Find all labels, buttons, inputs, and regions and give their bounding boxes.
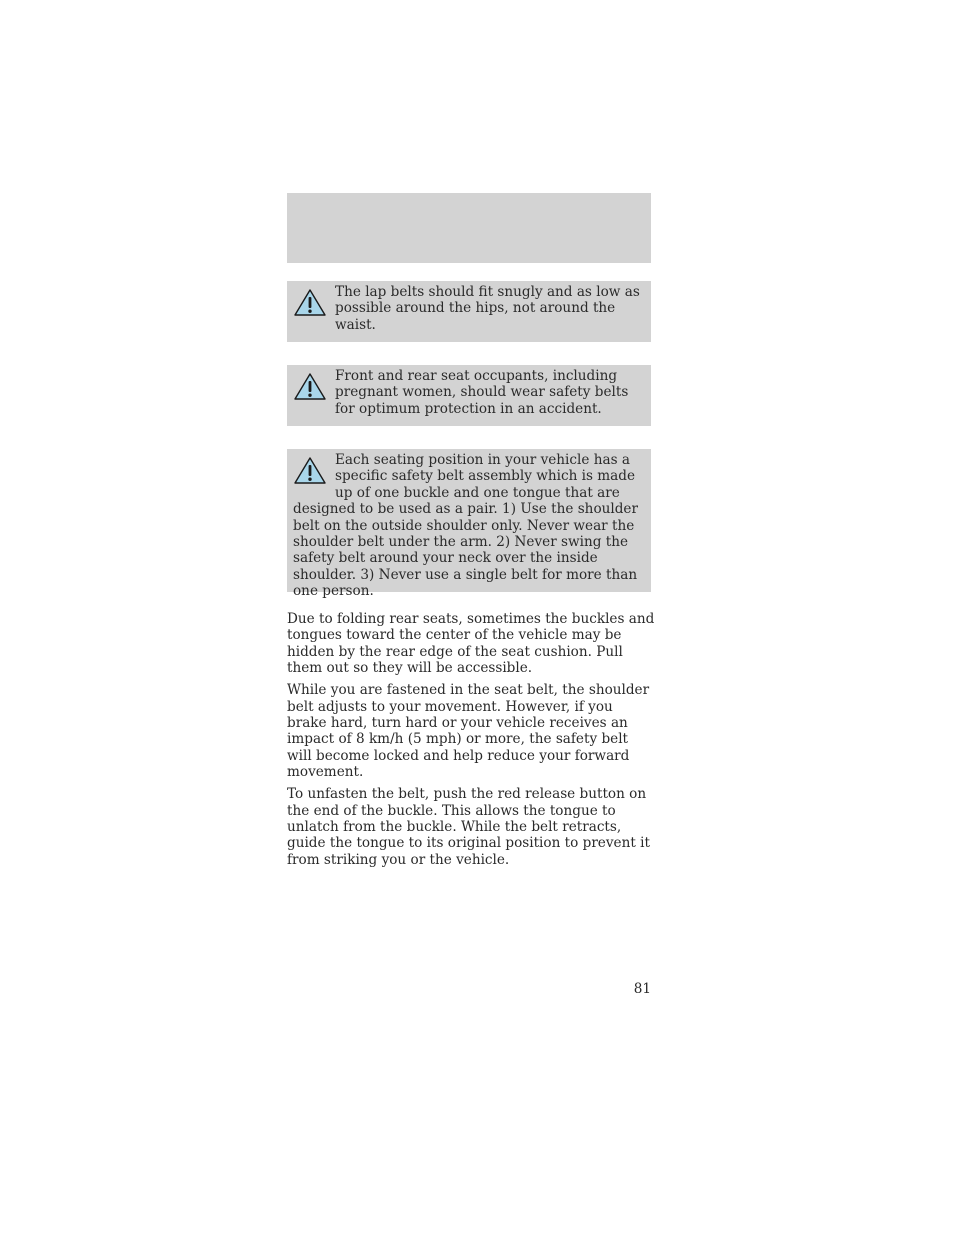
- warning-box-seating-position: [287, 449, 651, 600]
- warning-box-occupants: [287, 365, 651, 426]
- warning-text: The lap belts should fit snugly and as low as possible around the hips, not around the waist.: [335, 284, 640, 333]
- paragraph-shoulder-belt: While you are fastened in the seat belt, the shoulder belt adjusts to your movement. However, if you brake hard, turn hard or your vehicle receives an impact of 8 km/h (5 mph) or more, the safety belt will become locked and help reduce your forward movement.: [287, 682, 650, 781]
- section-header-bar: [287, 193, 651, 263]
- warning-text: Each seating position in your vehicle has a specific safety belt assembly which is made up of one buckle and one tongue that are designed to be used as a pair. 1) Use the shoulder belt on the outside shoulder only. Never wear the shoulder belt under the arm. 2) Never swing the safety belt around your neck over the inside shoulder. 3) Never use a single belt for more than one person.: [293, 452, 638, 600]
- warning-text: Front and rear seat occupants, including pregnant women, should wear safety belts for optimum protection in an accident.: [335, 368, 629, 417]
- warning-box-lap-belts: [287, 281, 651, 342]
- warning-triangle-icon: [293, 288, 327, 318]
- warning-triangle-icon: [293, 456, 327, 486]
- page-number: 81: [633, 981, 651, 997]
- warning-triangle-icon: [293, 372, 327, 402]
- paragraph-folding-rear-seats: Due to folding rear seats, sometimes the buckles and tongues toward the center of the vehicle may be hidden by the rear edge of the seat cushion. Pull them out so they will be accessible.: [287, 611, 655, 677]
- paragraph-unfasten-belt: To unfasten the belt, push the red release button on the end of the buckle. This allows the tongue to unlatch from the buckle. While the belt retracts, guide the tongue to its original position to prevent it from striking you or the vehicle.: [287, 786, 650, 868]
- body-text: [287, 611, 655, 874]
